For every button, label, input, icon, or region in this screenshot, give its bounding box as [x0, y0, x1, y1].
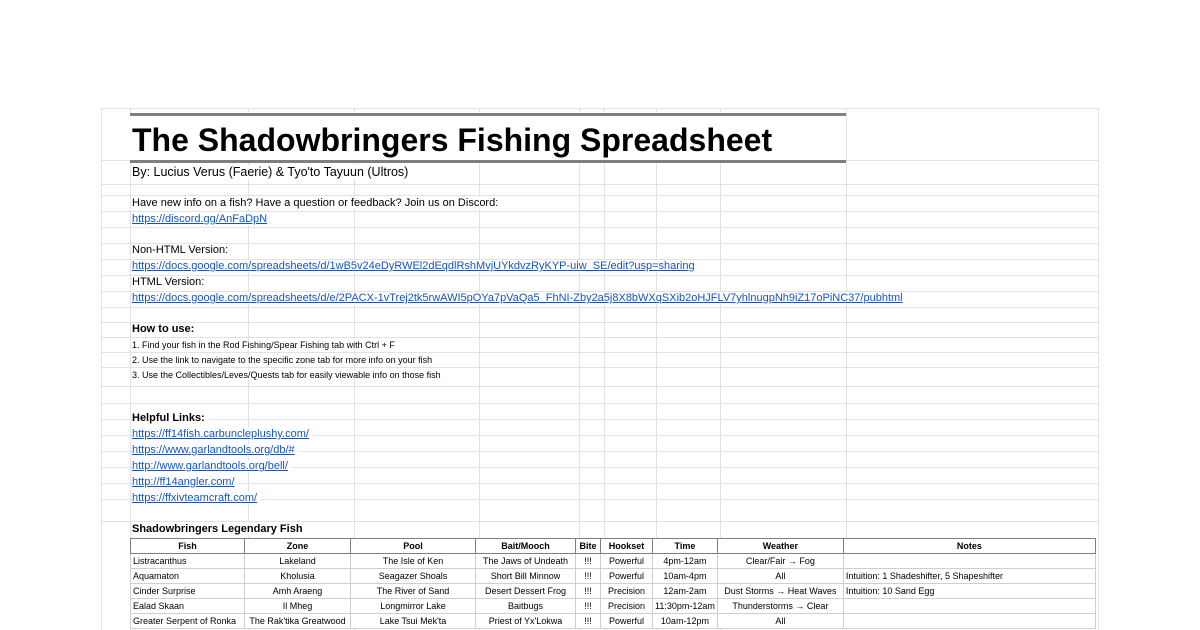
weather-cell: Thunderstorms → Clear: [717, 599, 843, 614]
pool-cell: Lake Tsui Mek'ta: [351, 614, 476, 629]
helpful-link[interactable]: https://ffxivteamcraft.com/: [132, 492, 261, 504]
grid-line: [101, 386, 1099, 387]
time-cell: 12am-2am: [653, 584, 718, 599]
column-header: Bite: [576, 539, 601, 554]
bite-cell: !!!: [576, 584, 601, 599]
grid-line: [101, 108, 1099, 109]
zone-cell: The Rak'tika Greatwood: [245, 614, 351, 629]
time-cell: 10am-12pm: [653, 614, 718, 629]
pool-cell: Longmirror Lake: [351, 599, 476, 614]
discord-prompt: Have new info on a fish? Have a question or feedback? Join us on Discord:: [132, 197, 502, 209]
column-header: Hookset: [601, 539, 653, 554]
grid-line: [1098, 108, 1099, 630]
table-row: [131, 614, 1096, 629]
non-html-link[interactable]: https://docs.google.com/spreadsheets/d/1wB5v24eDyRWEl2dEqdlRshMvjUYkdvzRyKYP-uiw_SE/edit?usp=sharing: [132, 260, 699, 272]
how-to-heading: How to use:: [132, 323, 198, 335]
fish-cell: Listracanthus: [131, 554, 245, 569]
bite-cell: !!!: [576, 569, 601, 584]
table-row: [131, 554, 1096, 569]
weather-cell: All: [717, 614, 843, 629]
grid-line: [101, 275, 1099, 276]
table-row: [131, 569, 1096, 584]
time-cell: 11:30pm-12am: [653, 599, 718, 614]
table-row: [131, 584, 1096, 599]
pool-cell: The River of Sand: [351, 584, 476, 599]
grid-line: [101, 419, 1099, 420]
pool-cell: The Isle of Ken: [351, 554, 476, 569]
html-label: HTML Version:: [132, 276, 208, 288]
column-header: Pool: [351, 539, 476, 554]
helpful-links-heading: Helpful Links:: [132, 412, 209, 424]
weather-cell: Dust Storms → Heat Waves: [717, 584, 843, 599]
column-header: Zone: [245, 539, 351, 554]
sheet-title-text: The Shadowbringers Fishing Spreadsheet: [132, 122, 773, 158]
column-header: Notes: [843, 539, 1095, 554]
column-header: Bait/Mooch: [476, 539, 576, 554]
how-to-step: 2. Use the link to navigate to the specific zone tab for more info on your fish: [132, 355, 436, 365]
legendary-fish-table: [130, 538, 1096, 629]
non-html-label: Non-HTML Version:: [132, 244, 232, 256]
spreadsheet-grid: [101, 108, 1099, 630]
grid-line: [101, 521, 1099, 522]
bait-cell: Desert Dessert Frog: [476, 584, 576, 599]
grid-line: [101, 243, 1099, 244]
grid-line: [101, 108, 102, 630]
helpful-link[interactable]: http://www.garlandtools.org/bell/: [132, 460, 292, 472]
helpful-link[interactable]: http://ff14angler.com/: [132, 476, 239, 488]
zone-cell: Kholusia: [245, 569, 351, 584]
column-header: Weather: [717, 539, 843, 554]
grid-line: [101, 367, 1099, 368]
weather-cell: Clear/Fair → Fog: [717, 554, 843, 569]
bait-cell: Baitbugs: [476, 599, 576, 614]
hookset-cell: Precision: [601, 599, 653, 614]
zone-cell: Il Mheg: [245, 599, 351, 614]
hookset-cell: Precision: [601, 584, 653, 599]
grid-line: [101, 352, 1099, 353]
fish-cell: Aquamaton: [131, 569, 245, 584]
bait-cell: The Jaws of Undeath: [476, 554, 576, 569]
grid-line: [101, 403, 1099, 404]
hookset-cell: Powerful: [601, 569, 653, 584]
notes-cell: Intuition: 10 Sand Egg: [843, 584, 1095, 599]
discord-link[interactable]: https://discord.gg/AnFaDpN: [132, 213, 271, 225]
pool-cell: Seagazer Shoals: [351, 569, 476, 584]
helpful-link[interactable]: https://ff14fish.carbuncleplushy.com/: [132, 428, 313, 440]
grid-line: [101, 184, 1099, 185]
sheet-title: [130, 113, 846, 163]
zone-cell: Amh Araeng: [245, 584, 351, 599]
legendary-heading: Shadowbringers Legendary Fish: [132, 523, 307, 535]
fish-cell: Ealad Skaan: [131, 599, 245, 614]
html-link[interactable]: https://docs.google.com/spreadsheets/d/e/2PACX-1vTrej2tk5rwAWI5pOYa7pVaQa5_FhNI-Zby2a5j8X8bWXqSXib2oHJFLV7yhlnugpNh9iZ17oPiNC37/pubhtml: [132, 292, 907, 304]
table-header-row: [131, 539, 1096, 554]
column-header: Time: [653, 539, 718, 554]
bait-cell: Short Bill Minnow: [476, 569, 576, 584]
table-row: [131, 599, 1096, 614]
zone-cell: Lakeland: [245, 554, 351, 569]
how-to-step: 3. Use the Collectibles/Leves/Quests tab for easily viewable info on those fish: [132, 370, 445, 380]
helpful-link[interactable]: https://www.garlandtools.org/db/#: [132, 444, 299, 456]
grid-line: [101, 483, 1099, 484]
time-cell: 4pm-12am: [653, 554, 718, 569]
bite-cell: !!!: [576, 599, 601, 614]
grid-line: [101, 337, 1099, 338]
fish-cell: Greater Serpent of Ronka: [131, 614, 245, 629]
column-header: Fish: [131, 539, 245, 554]
notes-cell: [843, 614, 1095, 629]
notes-cell: [843, 554, 1095, 569]
grid-line: [101, 322, 1099, 323]
grid-line: [101, 211, 1099, 212]
weather-cell: All: [717, 569, 843, 584]
bite-cell: !!!: [576, 614, 601, 629]
byline: By: Lucius Verus (Faerie) & Tyo'to Tayuun (Ultros): [132, 165, 412, 179]
bait-cell: Priest of Yx'Lokwa: [476, 614, 576, 629]
how-to-step: 1. Find your fish in the Rod Fishing/Spear Fishing tab with Ctrl + F: [132, 340, 399, 350]
grid-line: [101, 307, 1099, 308]
notes-cell: [843, 599, 1095, 614]
time-cell: 10am-4pm: [653, 569, 718, 584]
grid-line: [101, 195, 1099, 196]
fish-cell: Cinder Surprise: [131, 584, 245, 599]
bite-cell: !!!: [576, 554, 601, 569]
notes-cell: Intuition: 1 Shadeshifter, 5 Shapeshifter: [843, 569, 1095, 584]
hookset-cell: Powerful: [601, 554, 653, 569]
hookset-cell: Powerful: [601, 614, 653, 629]
grid-line: [101, 227, 1099, 228]
